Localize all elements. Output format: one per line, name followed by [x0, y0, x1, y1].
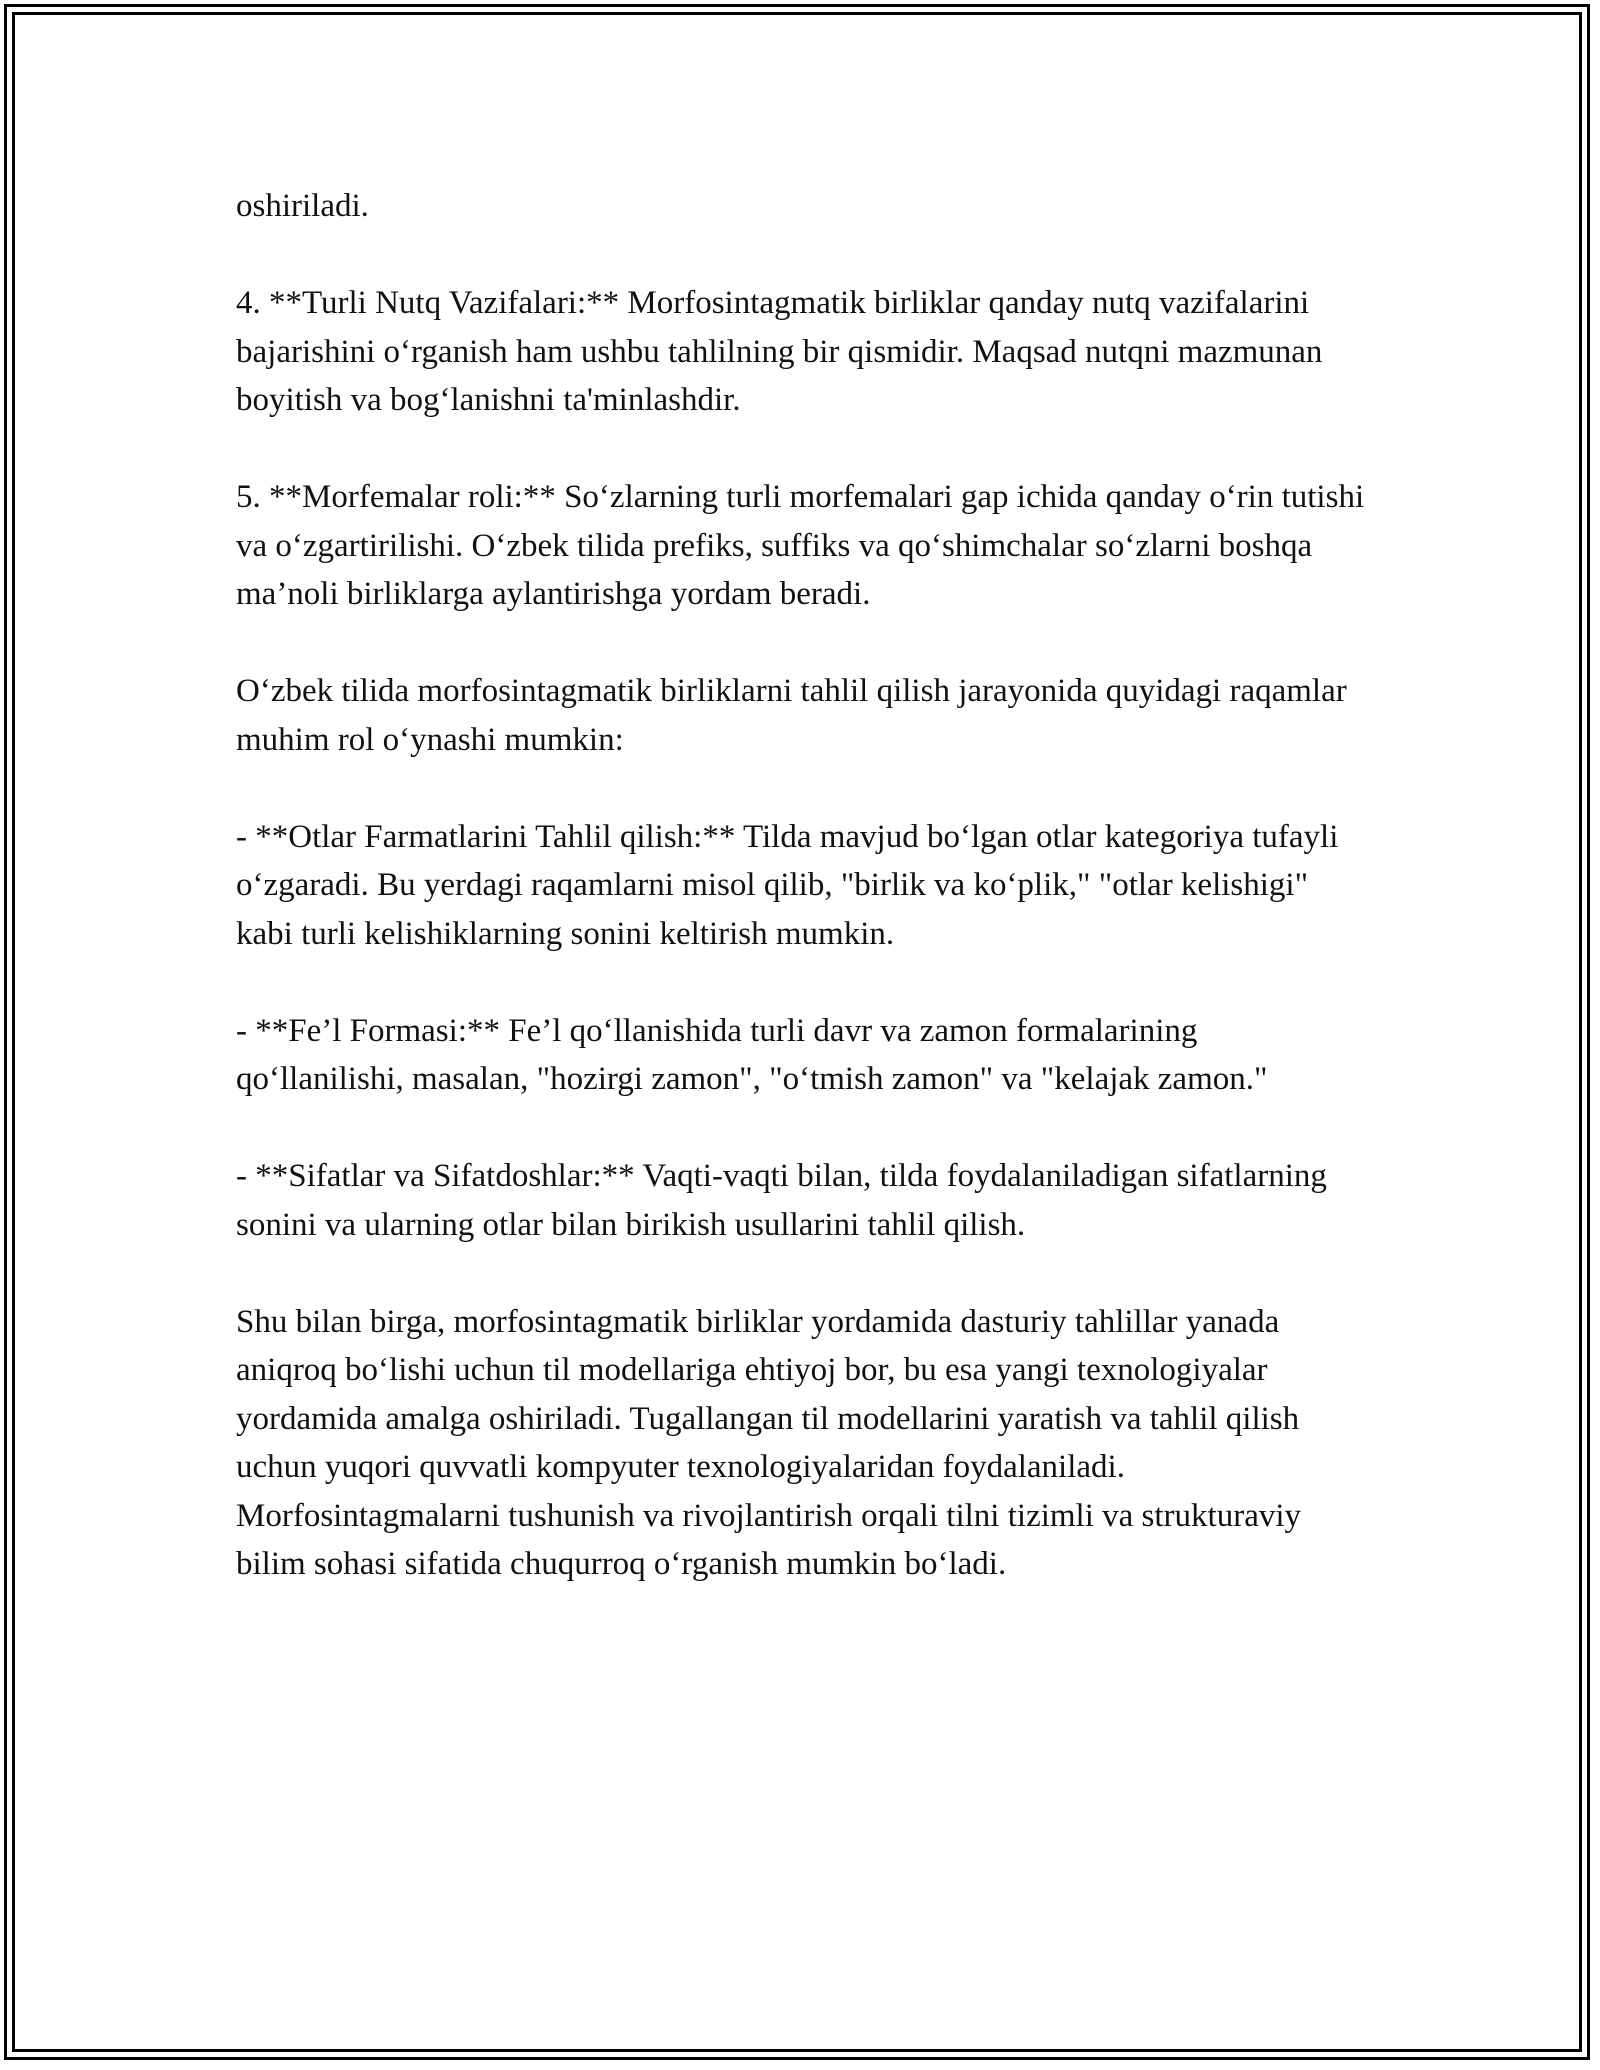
paragraph-item-4: 4. **Turli Nutq Vazifalari:** Morfosintagmatik birliklar qanday nutq vazifalarini bajarishini o‘rganish ham ushbu tahlilning bir qismidir. Maqsad nutqni mazmunan boyitish va bog‘lanishni ta'minlashdir.: [236, 285, 1323, 418]
paragraph-continuation: oshiriladi.: [236, 188, 369, 224]
paragraph-intro: O‘zbek tilida morfosintagmatik birliklarni tahlil qilish jarayonida quyidagi raqamlar muhim rol o‘ynashi mumkin:: [236, 673, 1347, 758]
paragraph-bullet-sifatlar: - **Sifatlar va Sifatdoshlar:** Vaqti-vaqti bilan, tilda foydalaniladigan sifatlarning sonini va ularning otlar bilan birikish usullarini tahlil qilish.: [236, 1158, 1327, 1243]
document-body: [236, 182, 1366, 1637]
paragraph-conclusion: Shu bilan birga, morfosintagmatik birliklar yordamida dasturiy tahlillar yanada aniqroq bo‘lishi uchun til modellariga ehtiyoj bor, bu esa yangi texnologiyalar yordamida amalga oshiriladi. Tugallangan til modellarini yaratish va tahlil qilish uchun yuqori quvvatli kompyuter texnologiyalaridan foydalaniladi. Morfosintagmalarni tushunish va rivojlantirish orqali tilni tizimli va strukturaviy bilim sohasi sifatida chuqurroq o‘rganish mumkin bo‘ladi.: [236, 1303, 1302, 1582]
paragraph-item-5: 5. **Morfemalar roli:** So‘zlarning turli morfemalari gap ichida qanday o‘rin tutishi va o‘zgartirilishi. O‘zbek tilida prefiks, suffiks va qo‘shimchalar so‘zlarni boshqa ma’noli birliklarga aylantirishga yordam beradi.: [236, 479, 1365, 612]
paragraph-bullet-otlar: - **Otlar Farmatlarini Tahlil qilish:** Tilda mavjud bo‘lgan otlar kategoriya tufayli o‘zgaradi. Bu yerdagi raqamlarni misol qilib, "birlik va ko‘plik," "otlar kelishigi" kabi turli kelishiklarning sonini keltirish mumkin.: [236, 818, 1339, 952]
paragraph-bullet-fel: - **Fe’l Formasi:** Fe’l qo‘llanishida turli davr va zamon formalarining qo‘llanilishi, masalan, "hozirgi zamon", "o‘tmish zamon" va "kelajak zamon.": [236, 1012, 1268, 1097]
